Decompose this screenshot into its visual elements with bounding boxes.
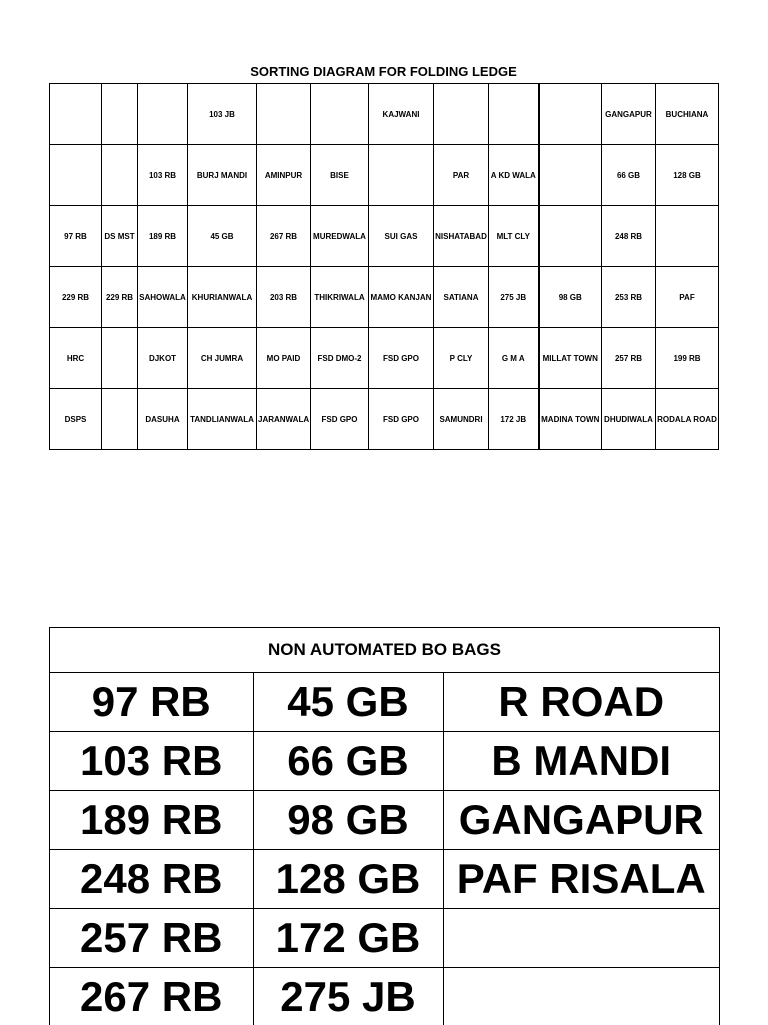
table-cell: 189 RB [138, 206, 188, 267]
table-cell: 128 GB [656, 145, 719, 206]
bag-cell: 98 GB [253, 791, 443, 850]
table-cell: MO PAID [257, 328, 311, 389]
table-cell: SATIANA [434, 267, 489, 328]
table-cell: BISE [311, 145, 369, 206]
table-cell: PAR [434, 145, 489, 206]
non-automated-bags-box [49, 627, 720, 1025]
table-cell: 66 GB [602, 145, 656, 206]
table-row [50, 968, 719, 1025]
table-cell [102, 328, 138, 389]
table-cell: JARANWALA [257, 389, 311, 450]
table-cell: 203 RB [257, 267, 311, 328]
bag-cell [443, 968, 719, 1025]
table-cell: MAMO KANJAN [369, 267, 434, 328]
table-row [50, 673, 719, 732]
bag-cell [443, 909, 719, 968]
table-cell: NISHATABAD [434, 206, 489, 267]
table-cell [102, 389, 138, 450]
table-cell [50, 145, 102, 206]
table-cell [102, 145, 138, 206]
table-cell: SUI GAS [369, 206, 434, 267]
table-cell: DHUDIWALA [602, 389, 656, 450]
table-cell: DSPS [50, 389, 102, 450]
table-cell [656, 206, 719, 267]
table-cell: 103 RB [138, 145, 188, 206]
bag-cell: 103 RB [50, 732, 253, 791]
table-cell: 172 JB [489, 389, 539, 450]
table-cell: 275 JB [489, 267, 539, 328]
table-cell: BURJ MANDI [188, 145, 257, 206]
table-row [50, 206, 719, 267]
table-cell: 103 JB [188, 84, 257, 145]
table-cell: MUREDWALA [311, 206, 369, 267]
bags-title: NON AUTOMATED BO BAGS [50, 628, 719, 673]
table-cell: FSD GPO [369, 328, 434, 389]
table-row [50, 909, 719, 968]
table-cell: CH JUMRA [188, 328, 257, 389]
table-cell: THIKRIWALA [311, 267, 369, 328]
table-cell: FSD DMO-2 [311, 328, 369, 389]
table-cell: P CLY [434, 328, 489, 389]
table-cell [539, 145, 602, 206]
table-cell: PAF [656, 267, 719, 328]
bag-cell: R ROAD [443, 673, 719, 732]
table-cell [311, 84, 369, 145]
bag-cell: 172 GB [253, 909, 443, 968]
table-cell: HRC [50, 328, 102, 389]
bags-table [50, 673, 719, 1025]
bag-cell: 189 RB [50, 791, 253, 850]
table-cell: G M A [489, 328, 539, 389]
table-cell: 199 RB [656, 328, 719, 389]
table-cell: AMINPUR [257, 145, 311, 206]
table-row [50, 389, 719, 450]
table-cell: 98 GB [539, 267, 602, 328]
table-cell: 97 RB [50, 206, 102, 267]
table-row [50, 732, 719, 791]
table-cell: KHURIANWALA [188, 267, 257, 328]
bag-cell: 45 GB [253, 673, 443, 732]
table-cell: FSD GPO [369, 389, 434, 450]
table-row [50, 850, 719, 909]
table-cell: KAJWANI [369, 84, 434, 145]
table-cell [489, 84, 539, 145]
table-cell: 248 RB [602, 206, 656, 267]
table-cell: DS MST [102, 206, 138, 267]
bag-cell: GANGAPUR [443, 791, 719, 850]
bag-cell: 275 JB [253, 968, 443, 1025]
table-cell: 257 RB [602, 328, 656, 389]
table-cell: MADINA TOWN [539, 389, 602, 450]
bag-cell: B MANDI [443, 732, 719, 791]
table-cell: MILLAT TOWN [539, 328, 602, 389]
bag-cell: 267 RB [50, 968, 253, 1025]
table-cell [539, 206, 602, 267]
bag-cell: 97 RB [50, 673, 253, 732]
table-cell: SAHOWALA [138, 267, 188, 328]
bag-cell: 257 RB [50, 909, 253, 968]
bag-cell: 66 GB [253, 732, 443, 791]
table-cell: GANGAPUR [602, 84, 656, 145]
table-cell: BUCHIANA [656, 84, 719, 145]
table-cell: RODALA ROAD [656, 389, 719, 450]
table-row [50, 328, 719, 389]
table-cell [257, 84, 311, 145]
table-cell: 45 GB [188, 206, 257, 267]
table-cell [50, 84, 102, 145]
table-cell: SAMUNDRI [434, 389, 489, 450]
sorting-diagram-title: SORTING DIAGRAM FOR FOLDING LEDGE [49, 64, 718, 79]
table-cell [434, 84, 489, 145]
table-row [50, 267, 719, 328]
table-cell [102, 84, 138, 145]
table-cell: DASUHA [138, 389, 188, 450]
table-cell: 253 RB [602, 267, 656, 328]
bag-cell: 128 GB [253, 850, 443, 909]
table-cell: 267 RB [257, 206, 311, 267]
table-cell: FSD GPO [311, 389, 369, 450]
table-cell [539, 84, 602, 145]
table-cell: TANDLIANWALA [188, 389, 257, 450]
table-row [50, 84, 719, 145]
table-cell: MLT CLY [489, 206, 539, 267]
table-cell [138, 84, 188, 145]
table-cell: DJKOT [138, 328, 188, 389]
table-cell: A KD WALA [489, 145, 539, 206]
bag-cell: PAF RISALA [443, 850, 719, 909]
bag-cell: 248 RB [50, 850, 253, 909]
table-row [50, 145, 719, 206]
table-row [50, 791, 719, 850]
sorting-diagram-table [49, 83, 719, 450]
table-cell [369, 145, 434, 206]
table-cell: 229 RB [50, 267, 102, 328]
table-cell: 229 RB [102, 267, 138, 328]
